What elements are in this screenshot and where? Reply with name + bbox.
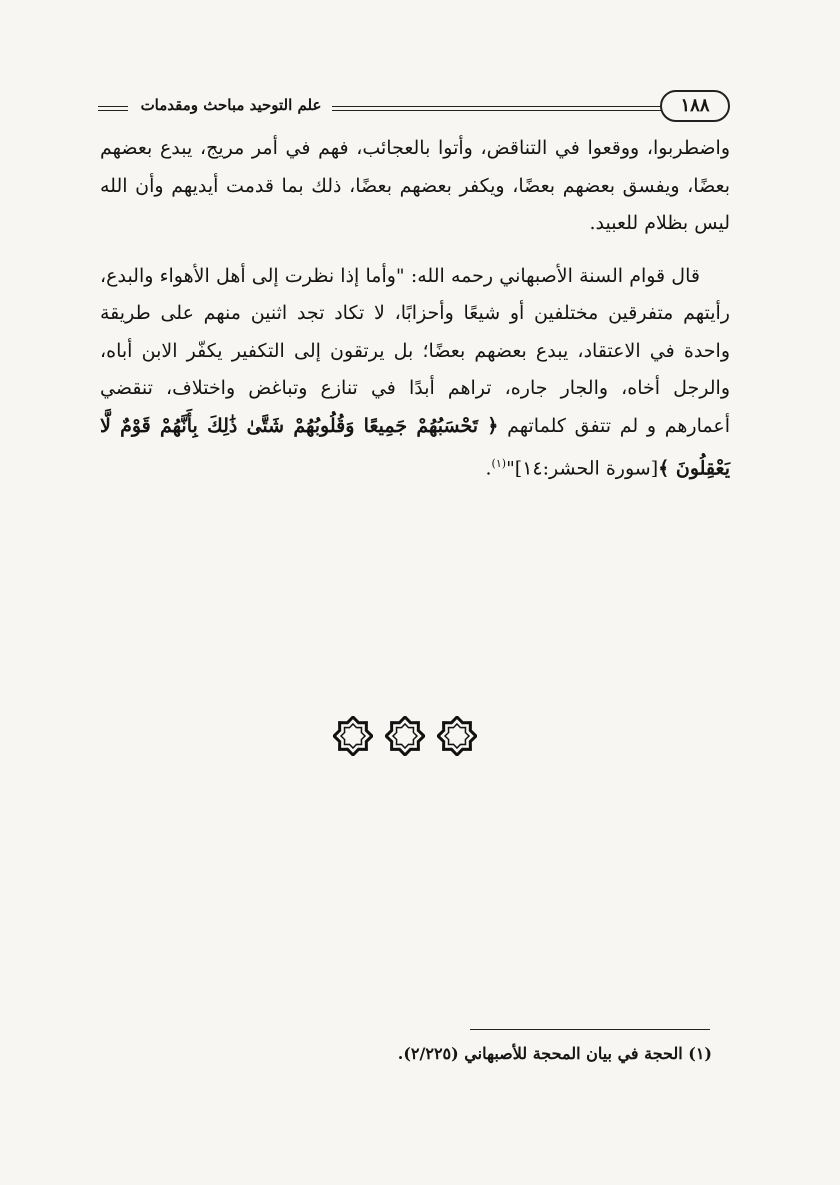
quran-verse: ﴿ تَحْسَبُهُمْ جَمِيعًا وَقُلُوبُهُمْ شَتَّىٰ ذَٰلِكَ بِأَنَّهُمْ قَوْمٌ لَّا يَعْقِلُونَ ﴾: [100, 414, 730, 480]
main-text: [100, 130, 730, 488]
paragraph-2: [100, 258, 730, 488]
running-title: علم التوحيد مباحث ومقدمات: [140, 96, 322, 114]
end-dot: .: [485, 457, 492, 480]
header-rule-left: [98, 106, 128, 111]
header-rule-right: [332, 106, 662, 111]
footnote: (١) الحجة في بيان المحجة للأصبهاني (٢/٢٢٥).: [397, 1044, 712, 1063]
paragraph-2-text: قال قوام السنة الأصبهاني رحمه الله: "وأما إذا نظرت إلى أهل الأهواء والبدع، رأيتهم متفرقين مختلفين أو شيعًا وأحزابًا، لا تكاد تجد اثنين منهم على طريقة واحدة في الاعتقاد، يبدع بعضهم بعضًا؛ بل يرتقون إلى التكفير يكفّر الابن أباه، والرجل أخاه، والجار جاره، تراهم أبدًا في تنازع وتباغض واختلاف، تنقضي أعمارهم و لم تتفق كلماتهم: [100, 264, 730, 437]
star-ornament-icon: [385, 716, 425, 756]
paragraph-1: واضطربوا، ووقعوا في التناقض، وأتوا بالعجائب، فهم في أمر مريج، يبدع بعضهم بعضًا، ويفسق بعضهم بعضًا، ويكفر بعضهم بعضًا، ذلك بما قدمت أيديهم وأن الله ليس بظلام للعبيد.: [100, 137, 730, 234]
footnote-divider: [470, 1029, 710, 1030]
page-number: ١٨٨: [660, 90, 730, 122]
section-ornaments: [333, 716, 477, 760]
footnote-marker: (١): [491, 457, 507, 470]
verse-reference: [سورة الحشر:١٤]": [506, 457, 659, 480]
star-ornament-icon: [437, 716, 477, 756]
star-ornament-icon: [333, 716, 373, 756]
page-header: [96, 90, 730, 124]
